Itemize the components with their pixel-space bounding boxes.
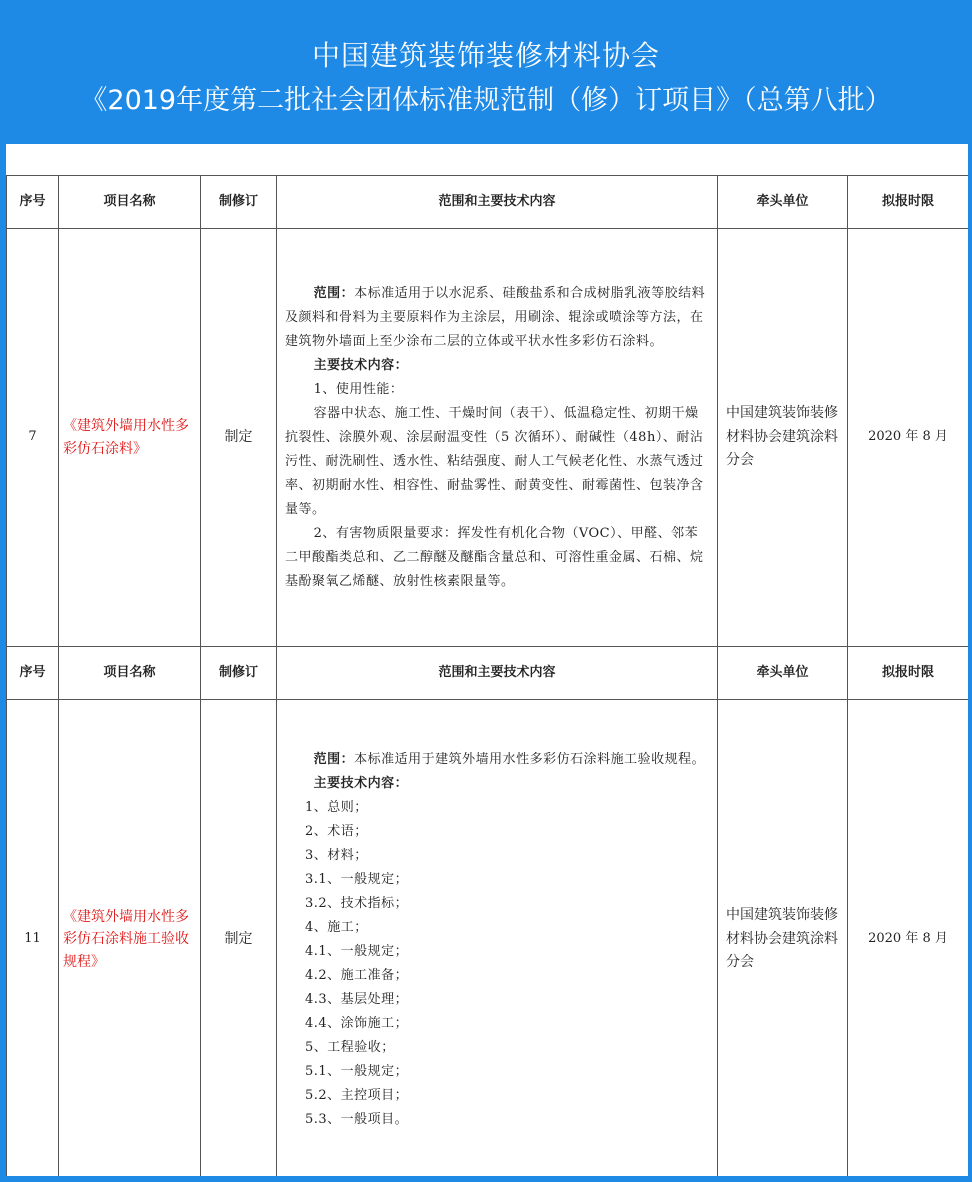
standards-table [6, 175, 968, 1176]
tech-item: 5.2、主控项目； [305, 1087, 409, 1103]
scope-label: 范围： [313, 751, 355, 767]
col-header-no: 序号 [7, 176, 59, 229]
project-name: 《建筑外墙用水性多彩仿石涂料》 [59, 229, 201, 647]
col-header-name: 项目名称 [59, 647, 201, 700]
deadline: 2020 年 8 月 [848, 700, 969, 1177]
tech-item: 容器中状态、施工性、干燥时间（表干）、低温稳定性、初期干燥抗裂性、涂膜外观、涂层耐温变性（5 次循环）、耐碱性（48h）、耐沾污性、耐洗刷性、透水性、粘结强度、耐人工气候老化性、水蒸气透过率、初期耐水性、相容性、耐盐雾性、耐黄变性、耐霉菌性、包装净含量等。 [285, 405, 704, 517]
tech-item: 1、使用性能： [313, 381, 404, 397]
project-number: 11 [7, 700, 59, 1177]
col-header-no: 序号 [7, 647, 59, 700]
scope-paragraph [285, 282, 709, 354]
tech-label: 主要技术内容： [313, 775, 409, 791]
col-header-name: 项目名称 [59, 176, 201, 229]
scope-label: 范围： [313, 285, 355, 301]
project-type: 制定 [201, 700, 277, 1177]
project-number: 7 [7, 229, 59, 647]
table-row [7, 700, 969, 1177]
tech-item: 5.1、一般规定； [305, 1063, 409, 1079]
tech-item: 3.2、技术指标； [305, 895, 409, 911]
tech-item: 3.1、一般规定； [305, 871, 409, 887]
tech-item: 4.1、一般规定； [305, 943, 409, 959]
tech-item: 4.2、施工准备； [305, 967, 409, 983]
col-header-date: 拟报时限 [848, 647, 969, 700]
project-content [277, 700, 718, 1177]
tech-item: 2、有害物质限量要求：挥发性有机化合物（VOC）、甲醛、邻苯二甲酸酯类总和、乙二醇醚及醚酯含量总和、可溶性重金属、石棉、烷基酚聚氧乙烯醚、放射性核素限量等。 [285, 525, 704, 589]
lead-unit: 中国建筑装饰装修材料协会建筑涂料分会 [718, 229, 848, 647]
col-header-date: 拟报时限 [848, 176, 969, 229]
tech-label: 主要技术内容： [313, 357, 409, 373]
scope-text: 本标准适用于建筑外墙用水性多彩仿石涂料施工验收规程。 [354, 751, 706, 767]
project-name: 《建筑外墙用水性多彩仿石涂料施工验收规程》 [59, 700, 201, 1177]
col-header-content: 范围和主要技术内容 [277, 176, 718, 229]
col-header-unit: 牵头单位 [718, 647, 848, 700]
tech-item: 2、术语； [305, 823, 368, 839]
table-header-row [7, 176, 969, 229]
tech-item: 4、施工； [305, 919, 368, 935]
scope-text: 本标准适用于以水泥系、硅酸盐系和合成树脂乳液等胶结料及颜料和骨料为主要原料作为主涂层，用刷涂、辊涂或喷涂等方法，在建筑物外墙面上至少涂布二层的立体或平状水性多彩仿石涂料。 [285, 285, 706, 349]
col-header-type: 制修订 [201, 176, 277, 229]
header-title-line1: 中国建筑装饰装修材料协会 [311, 39, 660, 72]
tech-item: 5、工程验收； [305, 1039, 395, 1055]
tech-item: 3、材料； [305, 847, 368, 863]
scope-paragraph [285, 748, 709, 772]
col-header-unit: 牵头单位 [718, 176, 848, 229]
lead-unit: 中国建筑装饰装修材料协会建筑涂料分会 [718, 700, 848, 1177]
deadline: 2020 年 8 月 [848, 229, 969, 647]
table-header-row [7, 647, 969, 700]
tech-item: 4.4、涂饰施工； [305, 1015, 409, 1031]
project-content [277, 229, 718, 647]
project-type: 制定 [201, 229, 277, 647]
table-row [7, 229, 969, 647]
tech-item: 1、总则； [305, 799, 368, 815]
col-header-content: 范围和主要技术内容 [277, 647, 718, 700]
document-sheet [6, 144, 968, 1176]
document-header [0, 0, 972, 144]
col-header-type: 制修订 [201, 647, 277, 700]
tech-item: 4.3、基层处理； [305, 991, 409, 1007]
tech-item: 5.3、一般项目。 [305, 1111, 409, 1127]
header-title-line2: 《2019年度第二批社会团体标准规范制（修）订项目》（总第八批） [80, 85, 892, 116]
